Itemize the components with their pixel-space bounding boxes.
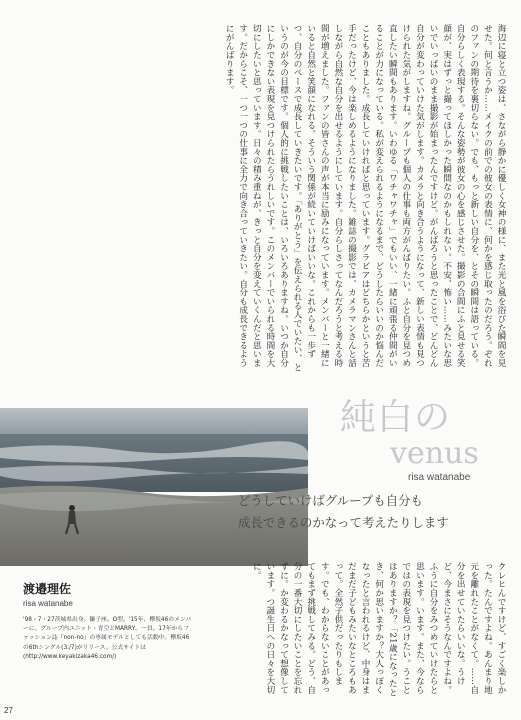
- article-top-paragraph: メンバーと一緒にいると自然と笑顔になれる。そういう関係が続いていけばいいな。: [305, 24, 330, 368]
- article-top-paragraph: 不安、怖い……みたいな思いでいっぱいのまま撮影が始まったんですけど。: [428, 24, 452, 368]
- article-bottom-paragraph: 全然子供だったりもします。: [319, 562, 343, 686]
- lead-quote-line-2: 成長できるのかなって考えたりします: [238, 515, 449, 530]
- article-bottom-paragraph: います。また、今ならではの表現を見つけたい。: [400, 562, 425, 694]
- article-top-paragraph: ぞれのファンの期待を裏切らない。でも、もっと新しい自分を、とその瞬間は語っている。: [468, 24, 493, 368]
- article-bottom-paragraph: ……自分を出せていたらいいな。: [455, 562, 479, 694]
- article-top-paragraph: 自分らしさってなんだろうと考える時間が増えました。: [319, 24, 343, 368]
- article-bottom-paragraph: うけど、今まさにそうなんですよね。: [441, 562, 466, 694]
- page-number: 27: [4, 706, 13, 715]
- article-bottom-paragraph: クレヒんですけど、すごく楽しかった。: [482, 562, 506, 694]
- profile-bio: '98・7・27茨城県出身。獅子座。O型。'15年、欅坂46のメンバーに。グループ内ユニット・青空とMARRY。一員。17年からファッション誌『non-no』の専属モデルとしても活動中。欅坂46の6thシングル(3./7)がリリース。公式サイトは(http://www.keyakizaka46.com/): [23, 617, 192, 660]
- feature-title-english: venus: [390, 436, 479, 471]
- beach-photo: [0, 408, 308, 566]
- article-bottom-paragraph: 「21歳になったとき、何か思いますか？: [373, 562, 398, 697]
- article-top-paragraph: 雑誌の撮影では、カメラマンさんと話しながら自然な自分を出せるようにしています。: [332, 24, 357, 368]
- article-top-paragraph: 日々の積み重ねが、きっと自分を変えていくんだと思います。: [237, 24, 262, 368]
- article-top-paragraph: グラビアはどちらかというと苦手だったけど、今は楽しめるようになりました。: [346, 24, 371, 368]
- article-top-paragraph: カメラと向き合うようになって、新しい表情も見つけられた気がしますね。: [400, 24, 425, 368]
- article-top-paragraph: これからも一歩ずつ、自分のペースで成長していきたいです。: [292, 24, 316, 359]
- article-top-paragraph: 「ありがとう」を伝えられる人でいたい、というのが今の目標です。: [278, 24, 303, 372]
- article-top-paragraph: 成長していければと思っています。: [360, 103, 371, 245]
- article-top-paragraph: 何と言うか……メイクの前での彼女の表情に、何かを感じ取ったのだろう。: [482, 50, 493, 350]
- article-bottom-paragraph: ふうに自分をみつめていけたらと思います。: [414, 562, 439, 694]
- profile-box: [23, 580, 193, 662]
- article-bottom-paragraph: うことはありますか？: [387, 562, 411, 695]
- article-text-top: [15, 24, 507, 374]
- feature-title-japanese: 純白の: [340, 397, 452, 438]
- article-top-paragraph: 私が変えられるようになるまで、どうしたらいいのか悩んだこともありました。: [360, 24, 384, 368]
- lead-quote: [238, 490, 508, 534]
- article-bottom-paragraph: どう、自分の一番大切にしたいことを忘れずに。: [278, 562, 316, 695]
- feature-model-name: risa watanabe: [408, 472, 471, 483]
- article-top-paragraph: ファンの皆さんの声が本当に励みになっています。: [319, 94, 330, 297]
- article-top-paragraph: 撮影の合間にふと見せる笑顔が、実はずっと撮ってほしかった瞬間なのかもしれない。: [441, 24, 466, 368]
- article-top-paragraph: いわゆる「ワチャワチャ」でもいい、一緒に頑張る仲間がいることが力になっている。: [373, 24, 398, 368]
- article-top-paragraph: 個人的に挑戦したいことは、いろいろありますね。: [278, 120, 289, 324]
- article-text-bottom: [207, 562, 507, 702]
- article-bottom-paragraph: でも、わからないことがあってもまず挑戦してみる。: [305, 562, 330, 695]
- article-bottom-paragraph: か変わるかなって想像しています。: [264, 562, 289, 695]
- profile-name-japanese: 渡邉理佐: [23, 582, 72, 596]
- profile-name-english: risa watanabe: [23, 599, 73, 608]
- article-bottom-paragraph: つ誕生日への日々を大切に。: [251, 562, 275, 695]
- article-top-paragraph: いつか自分にしかできない表現を見つけられたらうれしいです。: [264, 24, 289, 368]
- article-bottom-paragraph: 大人っぽくなったと言われるけど、中身はまだまだ子どもみたいなところもあって。: [332, 562, 384, 694]
- article-bottom-paragraph: たんですよね。あんまり地元を離れたことがなくて。: [468, 562, 493, 695]
- article-top-paragraph: グループも個人の仕事も両方がんばりたい。ふと自分を見つめ直したい瞬間もあります。: [387, 24, 411, 368]
- article-top-paragraph: がんばろうと思ったことで、どんどん自分が変わっていけた気がします。: [414, 24, 439, 368]
- article-top-paragraph: 自分も成長できるようにがんばります。: [224, 24, 248, 368]
- lead-quote-line-1: どうしていけばグループも自分も: [238, 493, 423, 508]
- article-top-paragraph: 海辺に寝と立つ姿は、さながら静かに優しく女神の様に、また光と風を浴びた瞬間を見せた。: [482, 24, 506, 368]
- article-top-paragraph: このメンバーでいられる時間を大切にしたいと思っています。: [251, 24, 275, 368]
- article-top-paragraph: 自分らしく表現する。そんな姿勢が彼女の心を感じさせた。: [455, 24, 466, 262]
- article-top-paragraph: だからこそ、一つ一つの仕事に全力で向き合っていきたい。: [237, 41, 248, 280]
